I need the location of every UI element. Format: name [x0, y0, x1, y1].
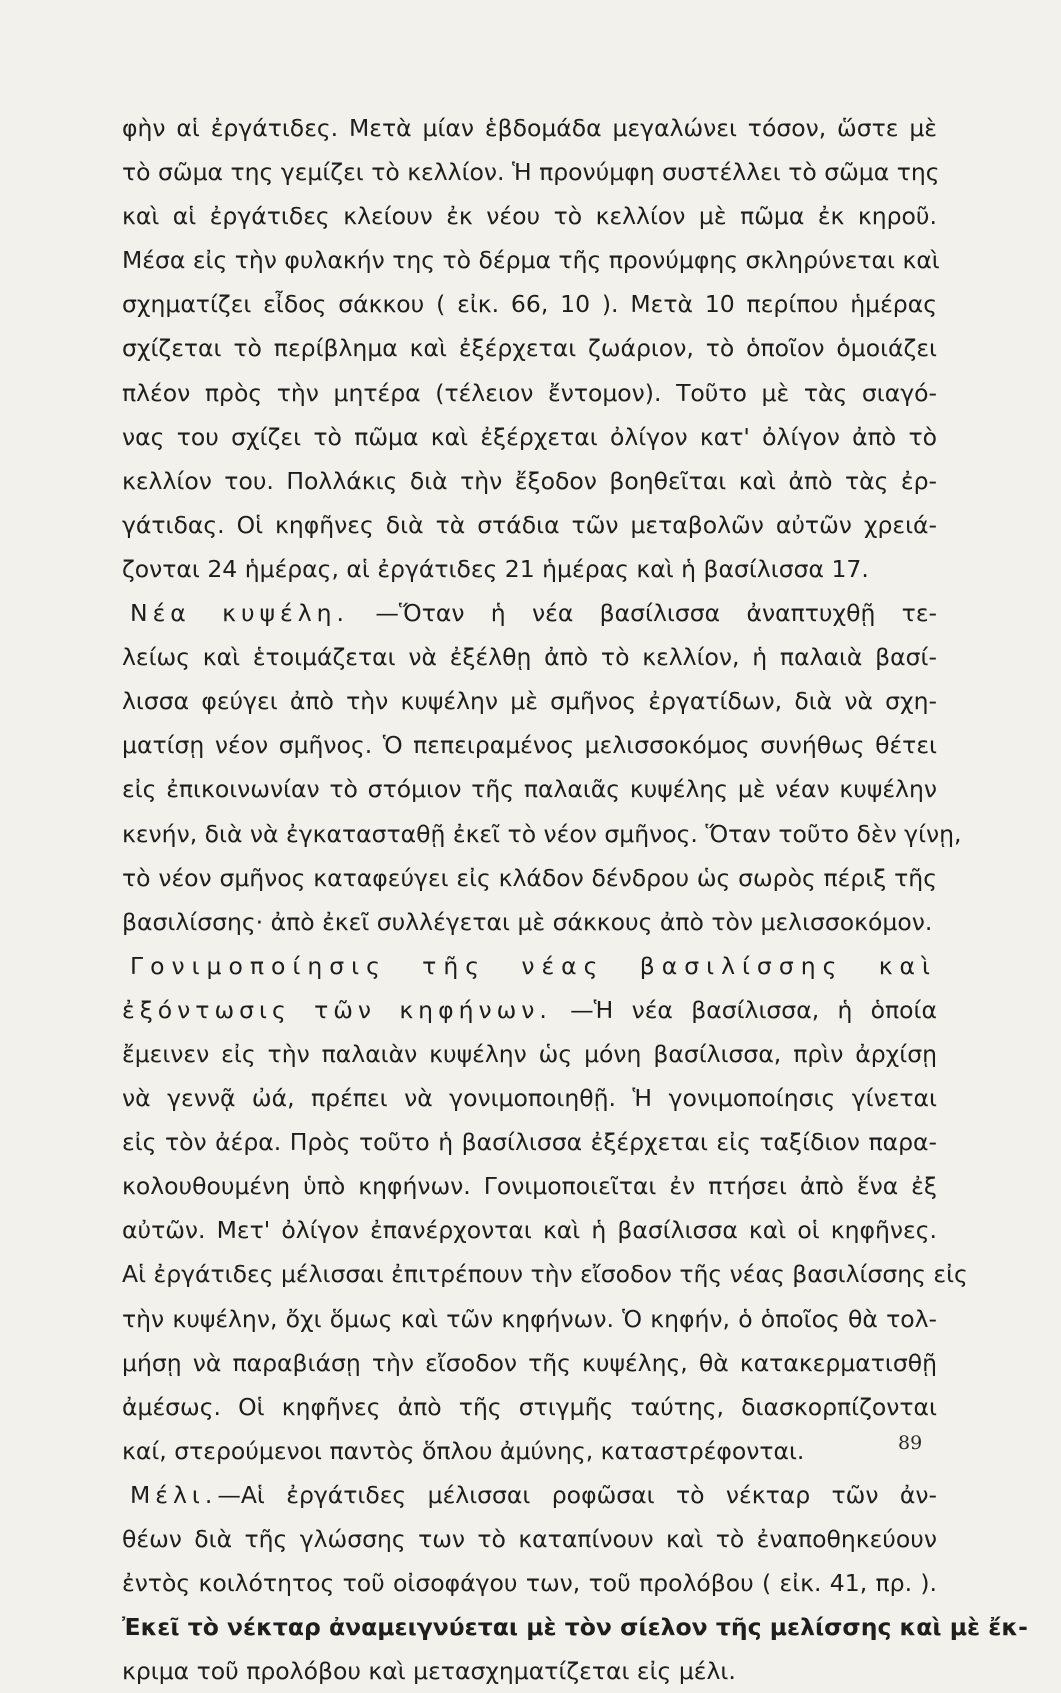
- text-line: ζονται 24 ἡμέρας, αἱ ἐργάτιδες 21 ἡμέρας καὶ ἡ βασίλισσα 17.: [122, 554, 869, 583]
- text-line: φὴν αἱ ἐργάτιδες. Μετὰ μίαν ἑβδομάδα μεγαλώνει τόσον, ὥστε μὲ: [122, 114, 937, 142]
- text-line: τὴν κυψέλην, ὄχι ὅμως καὶ τῶν κηφήνων. Ὁ κηφήν, ὁ ὁποῖος θὰ τολ-: [122, 1304, 937, 1333]
- text-line: τὸ νέον σμῆνος καταφεύγει εἰς κλάδον δένδρου ὡς σωρὸς πέριξ τῆς: [122, 863, 937, 892]
- text-line: ματίσῃ νέον σμῆνος. Ὁ πεπειραμένος μελισσοκόμος συνήθως θέτει: [122, 731, 937, 760]
- text-line: [122, 988, 937, 1032]
- text-line: ἀμέσως. Οἱ κηφῆνες ἀπὸ τῆς στιγμῆς ταύτης, διασκορπίζονται: [122, 1392, 937, 1421]
- section-heading-exontosis: ἐξόντωσις τῶν κηφήνων.: [122, 995, 552, 1024]
- text-line: τὸ σῶμα της γεμίζει τὸ κελλίον. Ἡ προνύμφη συστέλλει τὸ σῶμα της: [122, 158, 940, 187]
- text-line: λισσα φεύγει ἀπὸ τὴν κυψέλην μὲ σμῆνος ἐργατίδων, διὰ νὰ σχη-: [122, 687, 937, 716]
- text-line: πλέον πρὸς τὴν μητέρα (τέλειον ἔντομον). Τοῦτο μὲ τὰς σιαγό-: [122, 378, 937, 407]
- section-heading-meli: Μέλι.: [130, 1480, 218, 1509]
- text-line: εἰς ἐπικοινωνίαν τὸ στόμιον τῆς παλαιᾶς κυψέλης μὲ νέαν κυψέλην: [122, 775, 937, 804]
- body-text: [122, 106, 1028, 1693]
- section-text: —Αἱ ἐργάτιδες μέλισσαι ροφῶσαι τὸ νέκταρ τῶν ἀν-: [217, 1480, 937, 1509]
- text-line: [122, 591, 937, 635]
- section-heading-gonimopoiisis: Γονιμοποίησις τῆς νέας βασιλίσσης καὶ: [130, 951, 937, 980]
- text-line: αὐτῶν. Μετ' ὀλίγον ἐπανέρχονται καὶ ἡ βασίλισσα καὶ οἱ κηφῆνες.: [122, 1216, 937, 1245]
- text-line: γάτιδας. Οἱ κηφῆνες διὰ τὰ στάδια τῶν μεταβολῶν αὐτῶν χρειά-: [122, 510, 937, 539]
- text-line: καὶ αἱ ἐργάτιδες κλείουν ἐκ νέου τὸ κελλίον μὲ πῶμα ἐκ κηροῦ.: [122, 202, 937, 231]
- text-line: κελλίον του. Πολλάκις διὰ τὴν ἔξοδον βοηθεῖται καὶ ἀπὸ τὰς ἐρ-: [122, 466, 937, 495]
- text-line: ἔμεινεν εἰς τὴν παλαιὰν κυψέλην ὡς μόνη βασίλισσα, πρὶν ἀρχίσῃ: [122, 1039, 937, 1068]
- text-line: Ἐκεῖ τὸ νέκταρ ἀναμειγνύεται μὲ τὸν σίελον τῆς μελίσσης καὶ μὲ ἔκ-: [122, 1613, 1028, 1642]
- text-line: βασιλίσσης· ἀπὸ ἐκεῖ συλλέγεται μὲ σάκκους ἀπὸ τὸν μελισσοκόμον.: [122, 907, 933, 936]
- text-line: κολουθουμένη ὑπὸ κηφήνων. Γονιμοποιεῖται ἐν πτήσει ἀπὸ ἕνα ἐξ: [122, 1172, 937, 1201]
- text-line: νὰ γεννᾷ ὠά, πρέπει νὰ γονιμοποιηθῇ. Ἡ γονιμοποίησις γίνεται: [122, 1084, 937, 1113]
- section-text: —Ὅταν ἡ νέα βασίλισσα ἀναπτυχθῇ τε-: [375, 599, 938, 628]
- section-text: —Ἡ νέα βασίλισσα, ἡ ὁποία: [570, 995, 937, 1024]
- text-line: κενήν, διὰ νὰ ἐγκατασταθῇ ἐκεῖ τὸ νέον σμῆνος. Ὅταν τοῦτο δὲν γίνῃ,: [122, 819, 962, 848]
- text-line: θέων διὰ τῆς γλώσσης των τὸ καταπίνουν καὶ τὸ ἐναποθηκεύουν: [122, 1525, 937, 1553]
- text-line: κριμα τοῦ προλόβου καὶ μετασχηματίζεται εἰς μέλι.: [122, 1657, 736, 1686]
- text-line: [122, 1473, 937, 1517]
- text-line: μήσῃ νὰ παραβιάσῃ τὴν εἴσοδον τῆς κυψέλης, θὰ κατακερματισθῇ: [122, 1348, 937, 1377]
- text-line: εἰς τὸν ἀέρα. Πρὸς τοῦτο ἡ βασίλισσα ἐξέρχεται εἰς ταξίδιον παρα-: [122, 1128, 937, 1157]
- text-line: λείως καὶ ἑτοιμάζεται νὰ ἐξέλθῃ ἀπὸ τὸ κελλίον, ἡ παλαιὰ βασί-: [122, 643, 937, 672]
- text-line: καί, στερούμενοι παντὸς ὅπλου ἀμύνης, καταστρέφονται.: [122, 1436, 805, 1465]
- text-line: σχίζεται τὸ περίβλημα καὶ ἐξέρχεται ζωάριον, τὸ ὁποῖον ὁμοιάζει: [122, 334, 937, 363]
- section-heading-nea-kypseli: Νέα κυψέλη.: [130, 599, 350, 628]
- text-line: Αἱ ἐργάτιδες μέλισσαι ἐπιτρέπουν τὴν εἴσοδον τῆς νέας βασιλίσσης εἰς: [122, 1260, 968, 1289]
- text-line: Μέσα εἰς τὴν φυλακήν της τὸ δέρμα τῆς προνύμφης σκληρύνεται καὶ: [122, 246, 940, 275]
- text-line: σχηματίζει εἶδος σάκκου ( εἰκ. 66, 10 ). Μετὰ 10 περίπου ἡμέρας: [122, 290, 937, 319]
- text-line: ἐντὸς κοιλότητος τοῦ οἰσοφάγου των, τοῦ προλόβου ( εἰκ. 41, πρ. ).: [122, 1569, 937, 1598]
- page-number: 89: [898, 1432, 923, 1454]
- text-line: νας του σχίζει τὸ πῶμα καὶ ἐξέρχεται ὀλίγον κατ' ὀλίγον ἀπὸ τὸ: [122, 422, 937, 451]
